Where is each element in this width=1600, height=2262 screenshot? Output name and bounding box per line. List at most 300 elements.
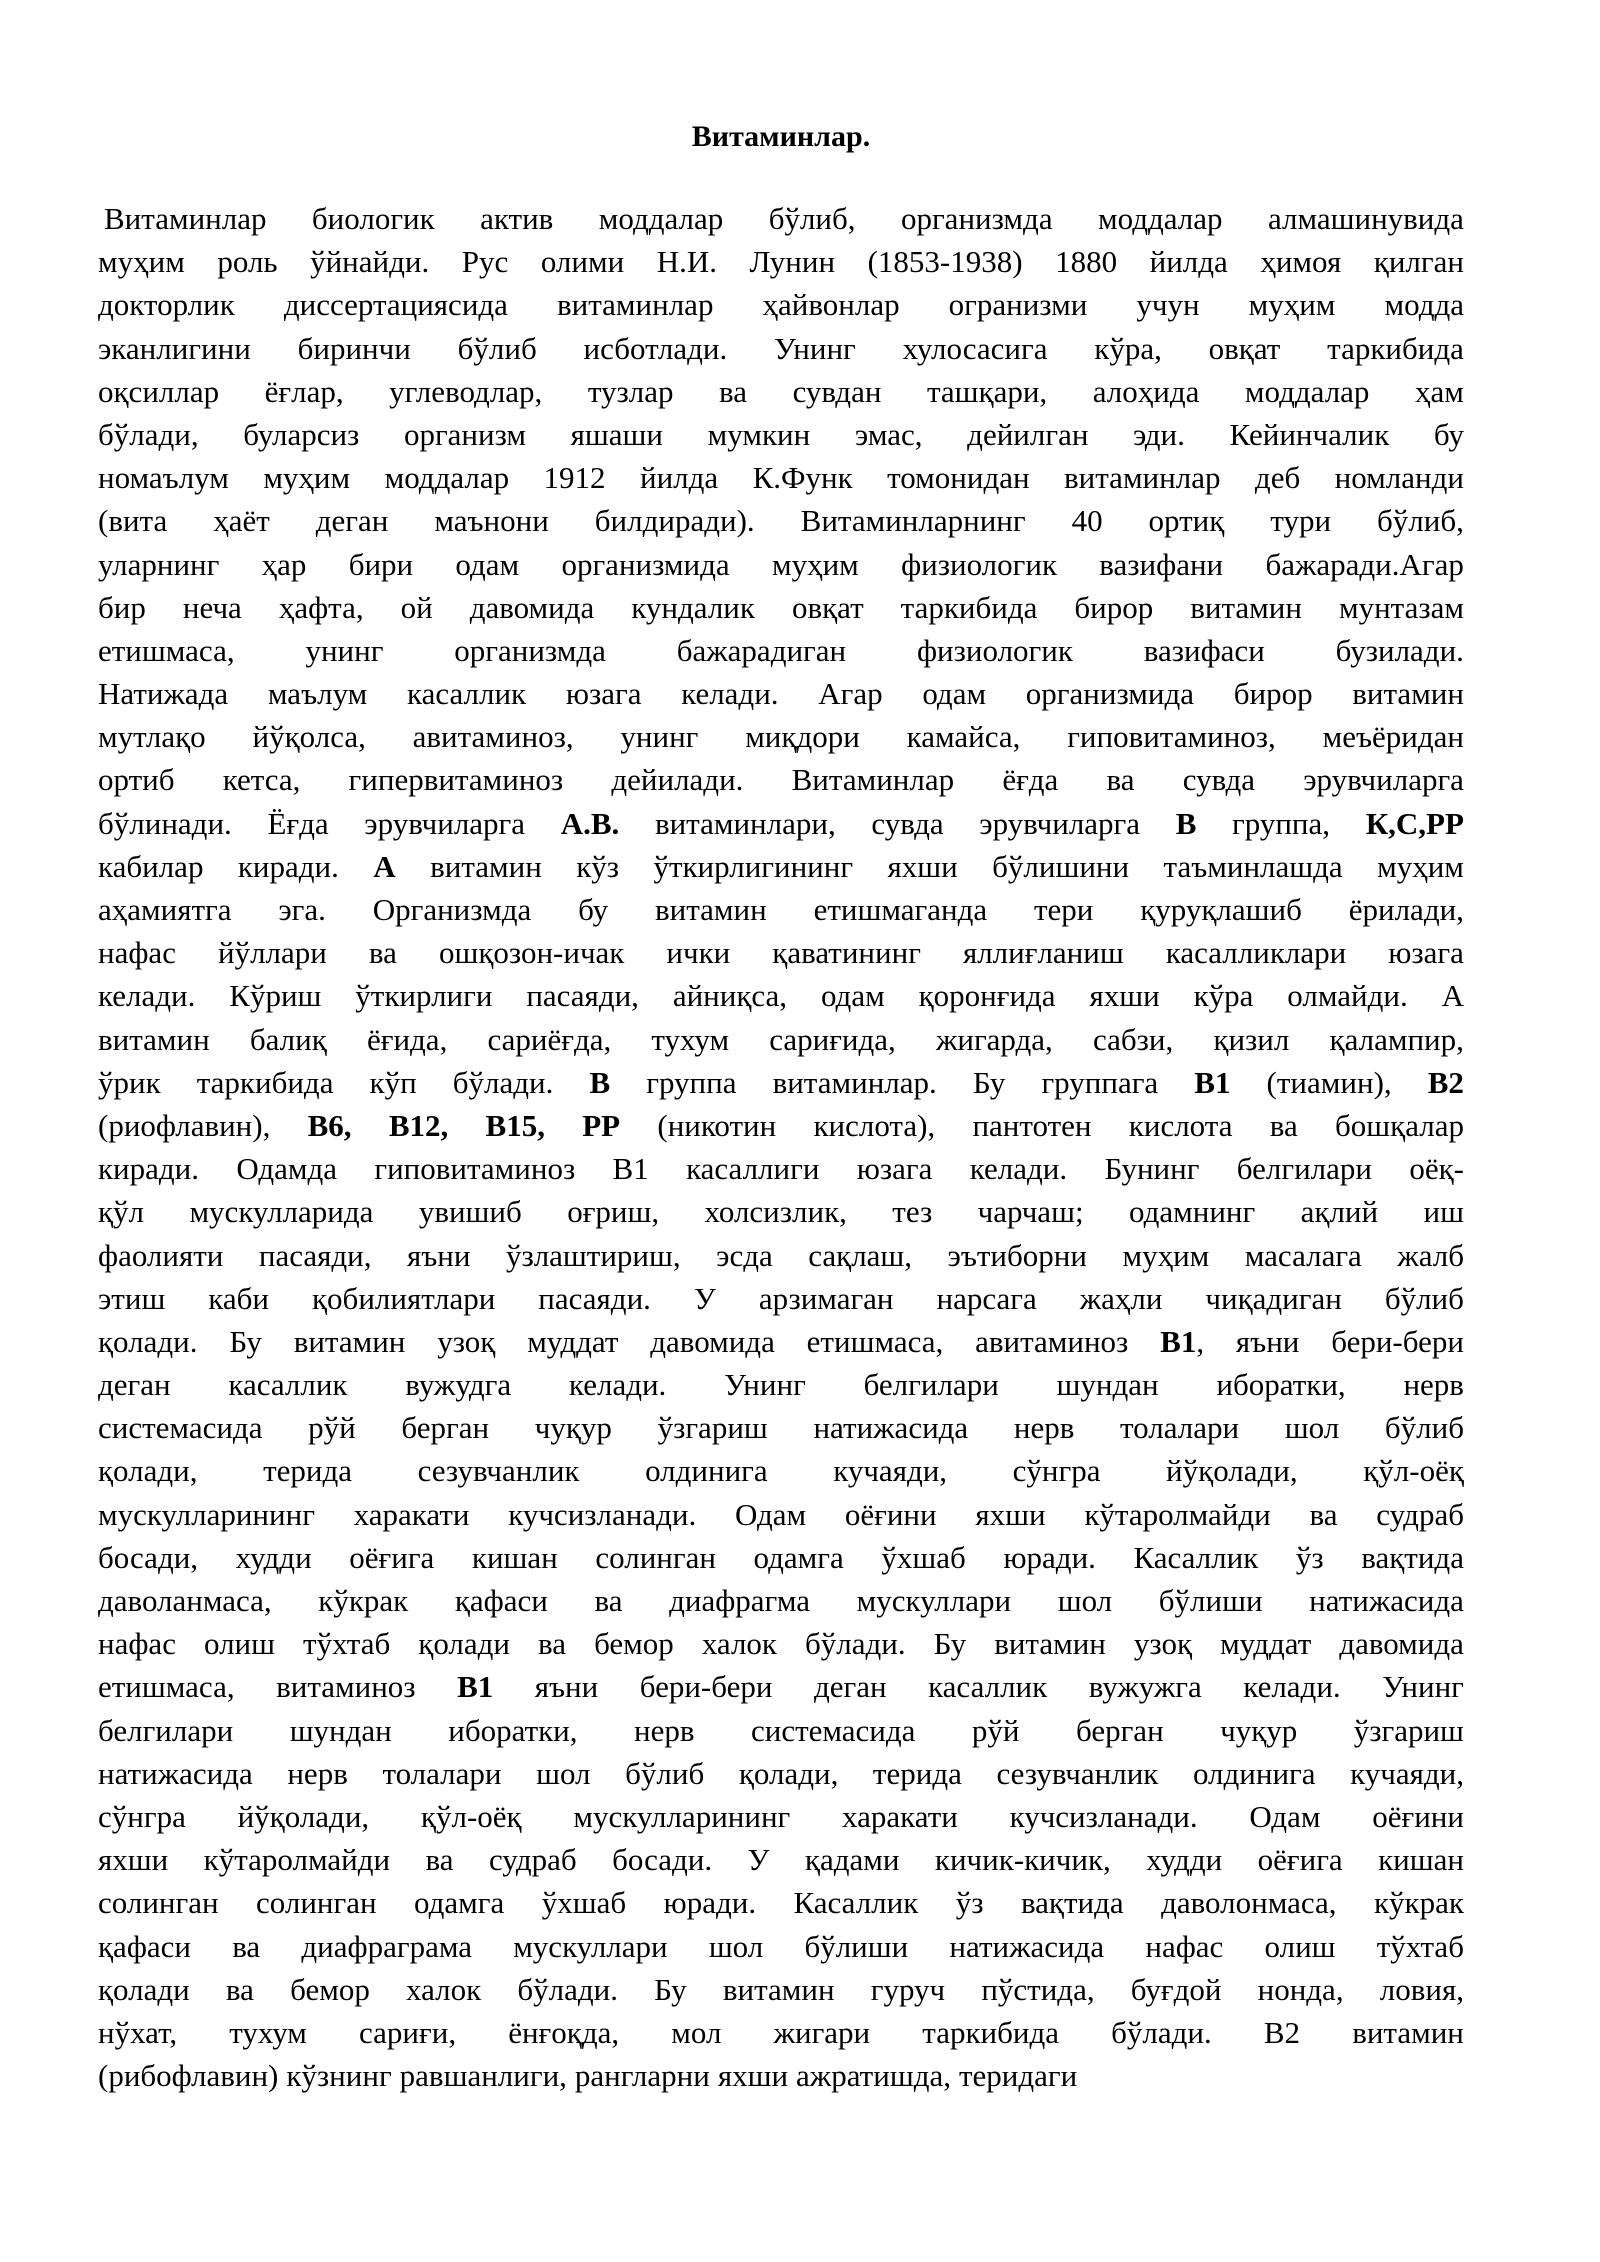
word: мунтазам	[1338, 589, 1464, 625]
word: бузилади.	[1335, 632, 1464, 668]
word: бошқалар	[1334, 1107, 1464, 1143]
word: сувда	[871, 805, 944, 841]
word: даволанмаса,	[98, 1583, 272, 1618]
word: 40	[1071, 503, 1103, 539]
word: муддат	[527, 1323, 619, 1359]
word: сақлаш,	[808, 1237, 913, 1273]
word: нонда,	[1257, 1971, 1344, 2007]
word: яхши	[1089, 978, 1160, 1014]
word: натижасида	[813, 1410, 969, 1446]
word: толалари	[1120, 1410, 1240, 1446]
word: витаминлар.	[772, 1064, 937, 1100]
word: бўлади.	[805, 1626, 906, 1662]
word: қафаси	[98, 1928, 192, 1964]
text-line	[98, 845, 1464, 888]
word: иш	[1423, 1194, 1464, 1230]
word: сариғи,	[359, 2014, 457, 2050]
word: аҳамиятга	[98, 892, 232, 927]
word: оёғини	[844, 1496, 937, 1532]
word: яъни	[1235, 1323, 1300, 1359]
word: таъминлашда	[1163, 848, 1343, 884]
word: мускуллари	[856, 1583, 1012, 1618]
word: рўй	[971, 1712, 1020, 1748]
word: иборатки,	[448, 1712, 578, 1748]
word: Бу	[229, 1323, 262, 1359]
word: деган	[98, 1367, 171, 1403]
word: диссертациясида	[283, 287, 508, 323]
word: ўз	[1295, 1539, 1324, 1575]
word: диафраграма	[301, 1928, 472, 1964]
word: ажратишда,	[796, 2058, 951, 2094]
word: бўлиб	[625, 1755, 705, 1791]
bold-term: В1	[457, 1669, 494, 1705]
word: етишмаганда	[813, 892, 988, 927]
word: пўстида,	[981, 1971, 1095, 2007]
word: витамин	[1352, 676, 1464, 712]
word: ўткирлиги	[355, 978, 493, 1014]
word: солинган	[256, 1885, 377, 1921]
word: вазифани	[1099, 546, 1224, 582]
word: бери-бери	[639, 1669, 773, 1705]
bold-term: А	[373, 848, 396, 884]
word: У	[693, 1280, 716, 1316]
word: Бунинг	[1104, 1151, 1200, 1187]
word: эътиборни	[947, 1237, 1087, 1273]
word: номаълум	[98, 460, 229, 496]
word: кислота	[1128, 1107, 1233, 1143]
word: авитаминоз,	[412, 719, 574, 755]
word: витамин	[722, 1971, 835, 2007]
word: ички	[666, 935, 731, 971]
word: (вита	[98, 503, 168, 539]
word: ловия,	[1379, 1971, 1464, 2007]
word: қадами	[804, 1842, 900, 1878]
word: муҳим	[98, 244, 185, 280]
word: ва	[538, 1626, 567, 1662]
word: тухум	[651, 1021, 730, 1057]
bold-term: В1,	[1160, 1323, 1205, 1359]
word: эди.	[1133, 416, 1185, 452]
word: кучсизланади.	[1009, 1798, 1198, 1834]
word: мускулларининг	[573, 1798, 791, 1834]
text-line	[98, 2054, 1464, 2097]
bold-term: В15,	[485, 1107, 545, 1143]
word: оёғига	[349, 1539, 435, 1575]
word: қўл-оёқ	[420, 1798, 522, 1834]
word: уларнинг	[98, 546, 220, 582]
word: маълум	[267, 676, 368, 712]
word: вақтида	[1361, 1539, 1464, 1575]
word: қолади,	[738, 1755, 839, 1791]
word: ақлий	[1300, 1194, 1379, 1230]
word: физиологик	[916, 632, 1073, 668]
word: сувдан	[792, 373, 882, 409]
body-paragraph	[98, 197, 1464, 2097]
word: терида	[872, 1755, 962, 1791]
word: таркибида	[196, 1064, 334, 1100]
word: яъни	[534, 1669, 599, 1705]
word: арзимаган	[758, 1280, 894, 1316]
word: яхши	[98, 1842, 169, 1878]
word: вазифаси	[1143, 632, 1265, 668]
word: сабзи,	[1092, 1021, 1174, 1057]
text-line	[98, 327, 1464, 370]
word: бўлинади.	[98, 805, 232, 841]
word: нафас	[98, 935, 176, 971]
word: моддалар	[598, 201, 724, 236]
word: толалари	[382, 1755, 502, 1791]
text-line	[98, 1061, 1464, 1104]
word: 1880	[1055, 244, 1118, 280]
word: ўзгариш	[657, 1410, 768, 1446]
word: муҳим	[771, 546, 859, 582]
word: гиповитаминоз,	[1067, 719, 1276, 755]
word: увишиб	[418, 1194, 522, 1230]
word: муддат	[1220, 1626, 1312, 1662]
word: кўра	[1193, 978, 1254, 1014]
word: одамга	[414, 1885, 505, 1921]
word: витамин	[655, 892, 767, 927]
word: ва	[225, 1971, 254, 2007]
word: эмас,	[854, 416, 923, 452]
word: ва	[1106, 762, 1135, 798]
word: қалампир,	[1329, 1021, 1464, 1057]
word: касаллик	[228, 1367, 348, 1403]
word: кучаяди,	[1350, 1755, 1464, 1791]
word: яхши	[975, 1496, 1046, 1532]
word: ва	[1309, 1496, 1338, 1532]
text-line	[98, 1622, 1464, 1665]
word: В1	[612, 1151, 649, 1187]
word: муҳим	[263, 460, 351, 496]
word: юзага	[1388, 935, 1464, 971]
word: пантотен	[972, 1107, 1092, 1143]
word: нерв	[1013, 1410, 1075, 1446]
word: нерв	[287, 1755, 348, 1791]
text-line	[98, 629, 1464, 672]
text-line	[98, 413, 1464, 456]
text-line	[98, 240, 1464, 283]
word: нафас	[98, 1626, 176, 1662]
word: кўра,	[1094, 330, 1162, 366]
word: шол	[708, 1928, 764, 1964]
word: етишмаса,	[806, 1323, 944, 1359]
word: углеводлар,	[389, 373, 543, 409]
word: одам	[820, 978, 885, 1014]
text-line	[98, 1018, 1464, 1061]
word: ва	[594, 1583, 623, 1618]
word: нерв	[634, 1712, 695, 1748]
word: жалб	[1397, 1237, 1464, 1273]
word: мускулларининг	[98, 1496, 315, 1532]
word: унинг	[305, 632, 384, 668]
word: кўтаролмайди	[1084, 1496, 1271, 1532]
text-line	[98, 1536, 1464, 1579]
word: бўлади,	[98, 416, 199, 452]
text-line	[98, 931, 1464, 974]
word: ортиқ	[1148, 503, 1225, 539]
word: томонидан	[887, 460, 1030, 496]
word: маънони	[434, 503, 549, 539]
word: балиқ	[249, 1021, 327, 1057]
word: оёқ-	[1409, 1151, 1464, 1187]
word: 1912	[543, 460, 606, 496]
word: ва	[232, 1928, 261, 1964]
bold-term: В	[589, 1064, 611, 1100]
word: ва	[368, 935, 397, 971]
word: айниқса,	[672, 978, 788, 1014]
word: қизил	[1213, 1021, 1290, 1057]
word: бўлиши	[804, 1928, 909, 1964]
word: бирор	[1233, 676, 1313, 712]
word: белгилари	[863, 1367, 999, 1403]
word: эрувчиларга	[979, 805, 1141, 841]
word: йилда	[639, 460, 719, 496]
word: таркибида	[900, 589, 1038, 625]
word: йўқолса,	[252, 719, 366, 755]
word: кичик-кичик,	[934, 1842, 1111, 1878]
word: ва	[719, 373, 748, 409]
word: таркибида	[922, 2014, 1059, 2050]
word: таркибида	[1327, 330, 1464, 366]
word: олмайди.	[1287, 978, 1408, 1014]
word: камайса,	[906, 719, 1021, 755]
word: дейилган	[967, 416, 1089, 452]
word: қолади.	[98, 1323, 198, 1359]
word: Кўриш	[229, 978, 322, 1014]
word: вақтида	[1020, 1885, 1124, 1921]
word: юзага	[565, 676, 642, 712]
word: унинг	[620, 719, 699, 755]
text-line	[98, 197, 1464, 240]
word: даволонмаса,	[1161, 1885, 1337, 1921]
word: жаҳли	[1079, 1280, 1163, 1316]
word: нўхат,	[98, 2014, 178, 2050]
word: тўхтаб	[1376, 1928, 1464, 1964]
word: ёғда	[1002, 762, 1059, 798]
word: гуруч	[870, 1971, 946, 2007]
word: муҳим	[1122, 1237, 1210, 1273]
word: организмида	[561, 546, 730, 582]
word: бу	[578, 892, 609, 927]
word: етишмаса,	[98, 632, 235, 668]
word: шол	[1284, 1410, 1340, 1446]
word: судраб	[1376, 1496, 1464, 1532]
word: эга.	[278, 892, 326, 927]
word: деган	[315, 503, 389, 539]
word: деб	[1254, 460, 1301, 496]
word: нарсага	[936, 1280, 1037, 1316]
word: солинган	[595, 1539, 716, 1575]
word: кислота),	[813, 1107, 936, 1143]
word: номланди	[1334, 460, 1464, 496]
word: витаминлар	[1064, 460, 1221, 496]
word: буғдой	[1130, 1971, 1222, 2007]
word: пасаяди.	[538, 1280, 651, 1316]
document-page	[98, 112, 1464, 2097]
word: вужужга	[1088, 1669, 1202, 1705]
word: йўқолади,	[237, 1798, 370, 1834]
word: олдинига	[645, 1453, 768, 1489]
word: кўзнинг	[286, 2058, 392, 2094]
word: организмида	[1025, 676, 1194, 712]
word: бўлади.	[1111, 2014, 1212, 2050]
word: оёғини	[1372, 1798, 1464, 1834]
text-line	[98, 1795, 1464, 1838]
word: бемор	[290, 1971, 370, 2007]
word: биринчи	[297, 330, 411, 366]
word: худди	[1146, 1842, 1223, 1878]
word: Организмда	[372, 892, 532, 927]
text-line	[98, 1838, 1464, 1881]
text-line	[98, 1968, 1464, 2011]
word: киради.	[98, 1151, 200, 1187]
word: сўнгра	[1012, 1453, 1101, 1489]
text-line	[98, 802, 1464, 845]
word: эрувчиларга	[364, 805, 526, 841]
word: меъёридан	[1322, 719, 1464, 755]
word: муҳим	[1248, 287, 1336, 323]
word: бери-бери	[1331, 1323, 1464, 1359]
word: яллиғланиш	[962, 935, 1124, 971]
text-line	[98, 1709, 1464, 1752]
word: Витаминларнинг	[800, 503, 1026, 539]
text-line	[98, 1665, 1464, 1708]
word: пасаяди,	[526, 978, 639, 1014]
word: дейилади.	[611, 762, 744, 798]
word: группа	[646, 1064, 737, 1100]
word: (тиамин),	[1266, 1064, 1392, 1100]
word: мумкин	[707, 416, 811, 452]
word: У	[747, 1842, 770, 1878]
text-line	[98, 1881, 1464, 1924]
word: авитаминоз	[975, 1323, 1129, 1359]
text-line	[98, 499, 1464, 542]
text-line	[98, 1752, 1464, 1795]
word: киради.	[237, 848, 339, 884]
word: етишмаса,	[98, 1669, 235, 1705]
word: Витаминлар	[791, 762, 955, 798]
text-line	[98, 1320, 1464, 1363]
word: сариёғда,	[487, 1021, 612, 1057]
word: юради.	[1003, 1539, 1096, 1575]
word: қўл	[98, 1194, 145, 1230]
word: Касаллик	[793, 1885, 919, 1921]
word: группага	[1041, 1064, 1159, 1100]
word: кўтаролмайди	[203, 1842, 391, 1878]
word: алоҳида	[1092, 373, 1200, 409]
word: Унинг	[724, 1367, 806, 1403]
word: сувда	[1182, 762, 1255, 798]
text-line	[98, 1190, 1464, 1233]
word: ҳафта,	[278, 589, 364, 625]
bold-term: В12,	[388, 1107, 449, 1143]
text-line	[98, 370, 1464, 413]
bold-term: РР	[582, 1107, 621, 1143]
word: модда	[1384, 287, 1464, 323]
word: жигари	[773, 2014, 871, 2050]
word: узоқ	[437, 1323, 496, 1359]
word: йилда	[1149, 244, 1228, 280]
word: шундан	[1056, 1367, 1159, 1403]
word: эрувчиларга	[1303, 762, 1464, 798]
text-line	[98, 1363, 1464, 1406]
word: тез	[892, 1194, 933, 1230]
word: Кейинчалик	[1229, 416, 1390, 452]
word: қафаси	[454, 1583, 548, 1618]
word: бири	[348, 546, 414, 582]
word: сезувчанлик	[417, 1453, 580, 1489]
word: белгилари	[1236, 1151, 1372, 1187]
word: витамин	[430, 848, 542, 884]
word: овқат	[1208, 330, 1281, 366]
word: ташқари,	[926, 373, 1048, 409]
word: яхши	[717, 2058, 789, 2094]
word: Унинг	[774, 330, 856, 366]
word: кучаяди,	[833, 1453, 948, 1489]
word: диафрагма	[669, 1583, 811, 1618]
word: учун	[1136, 287, 1200, 323]
word: сўнгра	[98, 1798, 186, 1834]
word: системасида	[98, 1410, 263, 1446]
word: неча	[182, 589, 242, 625]
word: ҳайвонлар	[762, 287, 900, 323]
word: бўлиши	[1158, 1583, 1263, 1618]
word: узоқ	[1133, 1626, 1193, 1662]
word: қуруқлашиб	[1140, 892, 1302, 927]
word: моддалар	[384, 460, 510, 496]
word: юради.	[663, 1885, 757, 1921]
word: Бу	[654, 1971, 687, 2007]
word: келади.	[1243, 1669, 1341, 1705]
word: худди	[235, 1539, 312, 1575]
word: эканлигини	[98, 330, 251, 366]
word: билдиради).	[594, 503, 755, 539]
word: бажаради.Агар	[1265, 546, 1464, 582]
word: В2	[1263, 2014, 1301, 2050]
word: ёғида,	[366, 1021, 448, 1057]
word: одамга	[753, 1539, 844, 1575]
word: Витаминлар	[104, 201, 267, 236]
word: давомида	[650, 1323, 775, 1359]
word: ёрилади,	[1348, 892, 1464, 927]
word: буларсиз	[243, 416, 360, 452]
word: бўлиб	[1384, 1410, 1464, 1446]
word: олими	[540, 244, 625, 280]
word: ўхшаб	[541, 1885, 627, 1921]
word: олиш	[1264, 1928, 1336, 1964]
word: ўзлаштириш,	[505, 1237, 681, 1273]
word: белгилари	[98, 1712, 234, 1748]
word: (никотин	[657, 1107, 777, 1143]
word: шундан	[289, 1712, 392, 1748]
word: ҳар	[261, 546, 307, 582]
word: Бу	[972, 1064, 1006, 1100]
word: бўлади.	[517, 1971, 618, 2007]
text-line	[98, 1406, 1464, 1449]
word: йўллари	[218, 935, 327, 971]
word: ўхшаб	[881, 1539, 966, 1575]
word: бажарадиган	[676, 632, 847, 668]
bold-term: В2	[1427, 1064, 1464, 1100]
word: ўз	[955, 1885, 984, 1921]
word: шол	[536, 1755, 591, 1791]
word: Бу	[933, 1626, 967, 1662]
word: келади.	[568, 1367, 667, 1403]
word: витамин	[994, 1626, 1106, 1662]
word: гиповитаминоз	[374, 1151, 576, 1187]
word: яъни	[407, 1237, 471, 1273]
